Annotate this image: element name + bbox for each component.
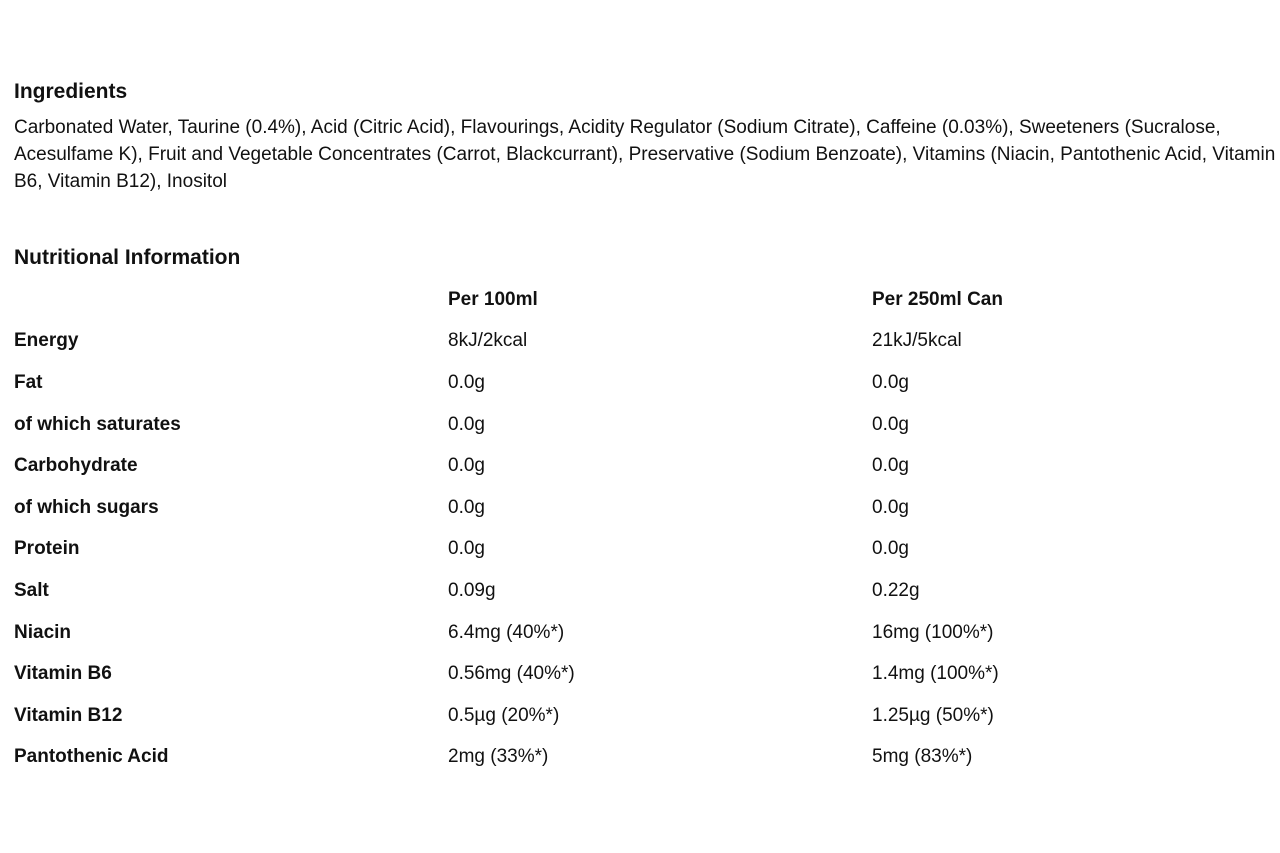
table-row: [14, 529, 1272, 571]
table-row: [14, 404, 1272, 446]
nutrient-label: Carbohydrate: [14, 455, 138, 477]
nutrient-label: Fat: [14, 371, 43, 393]
per-100ml-value: 0.09g: [448, 579, 496, 601]
table-row: [14, 612, 1272, 654]
per-100ml-value: 0.5µg (20%*): [448, 704, 560, 726]
ingredients-text: Carbonated Water, Taurine (0.4%), Acid (Citric Acid), Flavourings, Acidity Regulator (Sodium Citrate), Caffeine (0.03%), Sweeteners (Sucralose, Acesulfame K), Fruit and Vegetable Concentrates (Carrot, Blackcurrant), Preservative (Sodium Benzoate), Vitamins (Niacin, Pantothenic Acid, Vitamin B6, Vitamin B12), Inositol: [14, 117, 1276, 192]
nutrition-table: [14, 279, 1272, 778]
per-can-value: 0.0g: [872, 413, 909, 435]
table-row: [14, 321, 1272, 363]
per-can-value: 0.0g: [872, 371, 909, 393]
nutrient-label: Niacin: [14, 621, 72, 643]
nutrient-label: Vitamin B12: [14, 704, 123, 726]
nutrition-heading: Nutritional Information: [14, 246, 241, 269]
per-100ml-value: 0.56mg (40%*): [448, 663, 575, 685]
table-row: [14, 570, 1272, 612]
per-100ml-value: 0.0g: [448, 455, 485, 477]
per-can-value: 0.22g: [872, 579, 920, 601]
per-100ml-value: 0.0g: [448, 413, 485, 435]
per-100ml-value: 0.0g: [448, 371, 485, 393]
nutrient-label: Vitamin B6: [14, 663, 112, 685]
header-nutrient: [14, 279, 448, 321]
nutrient-label: Protein: [14, 538, 80, 560]
header-per-can: Per 250ml Can: [872, 288, 1003, 310]
table-row: [14, 487, 1272, 529]
table-row: [14, 362, 1272, 404]
per-100ml-value: 0.0g: [448, 538, 485, 560]
table-header-row: [14, 279, 1272, 321]
per-can-value: 16mg (100%*): [872, 621, 994, 643]
per-100ml-value: 0.0g: [448, 496, 485, 518]
table-row: [14, 737, 1272, 779]
per-can-value: 1.25µg (50%*): [872, 704, 994, 726]
ingredients-heading: Ingredients: [14, 80, 128, 103]
nutrient-label: Pantothenic Acid: [14, 746, 169, 768]
per-100ml-value: 8kJ/2kcal: [448, 330, 528, 352]
per-can-value: 0.0g: [872, 455, 909, 477]
per-can-value: 0.0g: [872, 496, 909, 518]
per-100ml-value: 2mg (33%*): [448, 746, 549, 768]
per-can-value: 5mg (83%*): [872, 746, 973, 768]
nutrient-label: of which sugars: [14, 496, 159, 518]
nutrient-label: of which saturates: [14, 413, 181, 435]
per-can-value: 0.0g: [872, 538, 909, 560]
table-row: [14, 445, 1272, 487]
nutrient-label: Energy: [14, 330, 79, 352]
header-per-100ml: Per 100ml: [448, 288, 538, 310]
per-100ml-value: 6.4mg (40%*): [448, 621, 565, 643]
table-row: [14, 653, 1272, 695]
table-row: [14, 695, 1272, 737]
nutrient-label: Salt: [14, 579, 49, 601]
per-can-value: 21kJ/5kcal: [872, 330, 962, 352]
per-can-value: 1.4mg (100%*): [872, 663, 999, 685]
